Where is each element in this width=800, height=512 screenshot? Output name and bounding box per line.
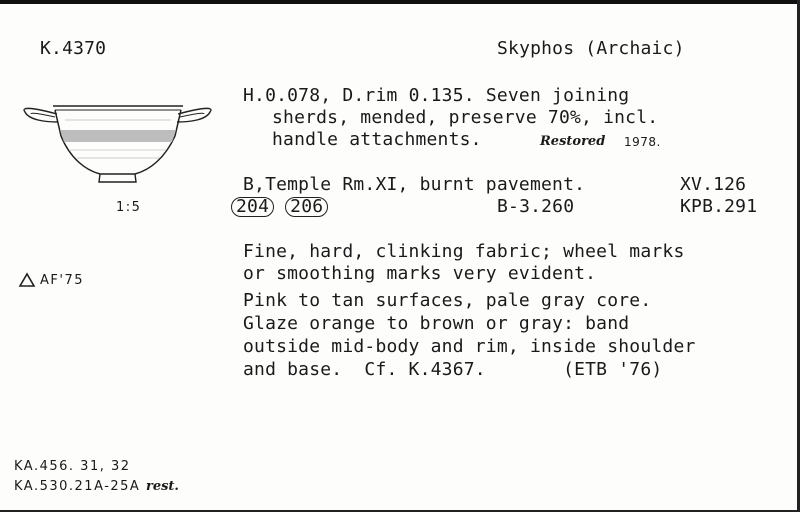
skyphos-drawing: [15, 90, 215, 210]
object-type: Skyphos (Archaic): [497, 38, 685, 59]
preservation-line: sherds, mended, preserve 70%, incl.: [272, 107, 659, 128]
description-line-1: Fine, hard, clinking fabric; wheel marks: [243, 241, 685, 262]
restored-note: Restored: [540, 134, 606, 149]
context-reference: XV.126: [680, 174, 747, 195]
dims-post: 0.135. Seven joining: [397, 85, 630, 106]
description-line-6: and base. Cf. K.4367. (ETB '76): [243, 359, 663, 380]
ka-reference-2: [14, 478, 179, 496]
ka-rest-note: rest.: [145, 479, 179, 494]
restored-year: 1978.: [624, 135, 661, 149]
scale-label: 1:5: [116, 200, 142, 215]
description-line-3: Pink to tan surfaces, pale gray core.: [243, 290, 652, 311]
circled-numbers: [231, 196, 328, 218]
circled-number-2: 206: [285, 197, 328, 217]
ka-reference-2-text: KA.530.21A-25A: [14, 479, 141, 494]
findspot-context: B,Temple Rm.XI, burnt pavement.: [243, 174, 586, 195]
card-edge-top: [0, 0, 800, 4]
description-line-4: Glaze orange to brown or gray: band: [243, 313, 630, 334]
handle-line: handle attachments.: [272, 129, 482, 150]
catalog-number: K.4370: [40, 38, 107, 59]
photo-number: B-3.260: [497, 196, 575, 217]
dims-pre: H.0.078, D.: [243, 85, 365, 106]
description-line-2: or smoothing marks very evident.: [243, 263, 597, 284]
description-line-5: outside mid-body and rim, inside shoulder: [243, 336, 696, 357]
dimensions-line: [243, 85, 629, 107]
kpb-number: KPB.291: [680, 196, 758, 217]
triangle-icon: [18, 272, 36, 288]
drawing-mark: AF'75: [40, 273, 84, 288]
dims-rim: rim: [364, 85, 398, 106]
circled-number-1: 204: [231, 197, 274, 217]
ka-reference-1: KA.456. 31, 32: [14, 459, 131, 474]
